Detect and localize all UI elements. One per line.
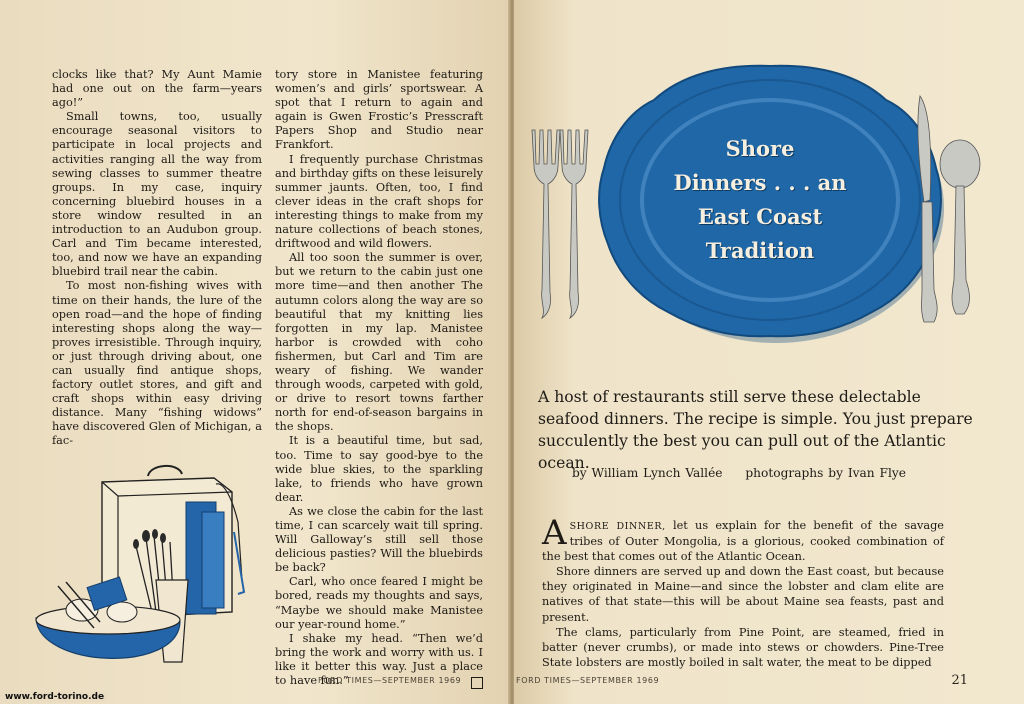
paragraph: The clams, particularly from Pine Point, are steamed, fried in batter (never crumbs), or made into stews or chowders. Pine-Tree State lobsters are mostly boiled in salt water, the meat to be dipped	[542, 625, 944, 669]
craft-illustration	[28, 462, 258, 674]
paragraph: As we close the cabin for the last time, I can scarcely wait till spring. Will Galloway’s still sell those delicious pasties? Will the bluebirds be back?	[275, 504, 483, 575]
paragraph: To most non-fishing wives with time on their hands, the lure of the open road—and the hope of finding interesting shops along the way—proves irresistible. Through inquiry, or just through driving about, one can usually find antique shops, factory outlet stores, and gift and craft shops within easy driving distance. Many “fishing widows” have discovered Glen of Michigan, a fac-	[52, 279, 262, 448]
paragraph: clocks like that? My Aunt Mamie had one out on the farm—years ago!”	[52, 68, 262, 110]
fork-right-icon	[560, 130, 588, 318]
page-number: 21	[951, 673, 968, 688]
paragraph: Shore dinners are served up and down the East coast, but because they originated in Maine—and since the lobster and clam elite are natives of that state—this will be about Maine sea feasts, past and present.	[542, 565, 944, 624]
byline	[572, 466, 924, 480]
lead-paragraph	[542, 513, 944, 564]
paragraph: tory store in Manistee featuring women’s and girls’ sportswear. A spot that I return to again and again is Gwen Frostic’s Presscraft Papers Shop and Studio near Frankfort.	[275, 68, 483, 152]
article-body	[542, 513, 944, 670]
paragraph: Small towns, too, usually encourage seasonal visitors to participate in local projects and activities ranging all the way from sewing classes to summer theatre groups. In my case, inquiry concerning bluebird houses in a store window resulted in an introduction to an Audubon group. Carl and Tim became interested, too, and now we have an expanding bluebird trail near the cabin.	[52, 110, 262, 279]
left-folio: FORD TIMES—SEPTEMBER 1969	[318, 676, 462, 685]
left-column-2	[275, 68, 483, 689]
title-line: East Coast	[697, 204, 823, 229]
left-page	[0, 0, 510, 704]
byline-photos: photographs by Ivan Flye	[745, 466, 906, 480]
title-line: Dinners . . . an	[673, 170, 847, 195]
left-column-1	[52, 68, 262, 449]
title-line: Tradition	[705, 238, 815, 263]
paragraph-last-text: I shake my head. “Then we’d bring the work and worry with us. I like it better this way. Just a place to have fun.”	[275, 631, 483, 688]
lead-text: let us explain for the benefit of the savage tribes of Outer Mongolia, is a glorious, cooked combination of the best that comes out of the Atlantic Ocean.	[542, 519, 944, 564]
title-line: Shore	[725, 136, 795, 161]
spoon-icon	[940, 140, 980, 314]
article-deck: A host of restaurants still serve these delectable seafood dinners. The recipe is simple. You just prepare succulently the best you can pull out of the Atlantic ocean.	[538, 388, 973, 472]
paragraph: It is a beautiful time, but sad, too. Time to say good-bye to the wide blue skies, to the sparkling lake, to friends who have grown dear.	[275, 434, 483, 504]
fork-left-icon	[532, 130, 560, 318]
lead-smallcaps: SHORE DINNER,	[569, 521, 666, 532]
end-mark-icon	[471, 677, 483, 689]
right-folio: FORD TIMES—SEPTEMBER 1969	[516, 676, 660, 685]
watermark: www.ford-torino.de	[2, 692, 107, 702]
paragraph: Carl, who once feared I might be bored, reads my thoughts and says, “Maybe we should make Manistee our year-round home.”	[275, 575, 483, 631]
article-title	[650, 132, 870, 268]
paragraph: I frequently purchase Christmas and birthday gifts on these leisurely summer jaunts. Often, too, I find clever ideas in the craft shops for interesting things to make from my nature collections of beach stones, driftwood and wild flowers.	[275, 152, 483, 251]
paragraph: All too soon the summer is over, but we return to the cabin just one more time—and then another The autumn colors along the way are so beautiful that my knitting lies forgotten in my lap. Manistee harbor is crowded with coho fishermen, but Carl and Tim are weary of fishing. We wander through woods, carpeted with gold, or drive to resort towns farther north for end-of-season bargains in the shops.	[275, 251, 483, 434]
drop-cap: A	[542, 513, 567, 553]
byline-author: by William Lynch Vallée	[572, 466, 723, 480]
